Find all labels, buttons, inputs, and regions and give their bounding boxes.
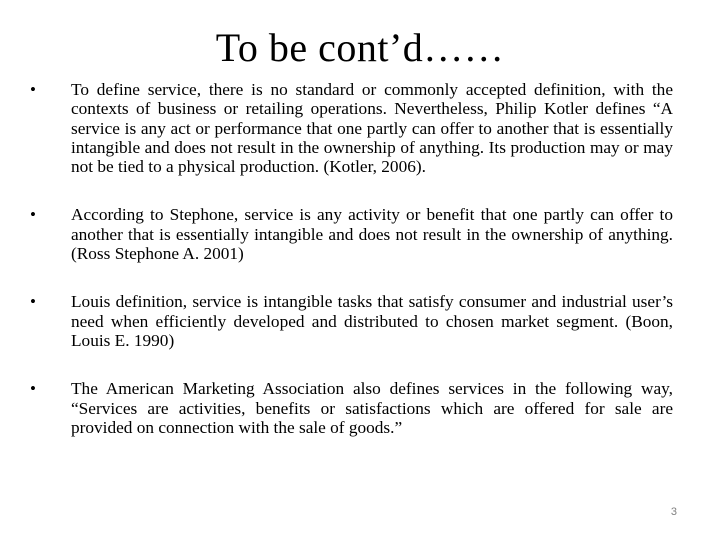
bullet-text: According to Stephone, service is any activity or benefit that one partly can offer to another that is essentially intangible and does not result in the ownership of anything. (Ross Stephone A. 2001)	[71, 205, 673, 264]
bullet-text: To define service, there is no standard or commonly accepted definition, with the contexts of business or retailing operations. Nevertheless, Philip Kotler defines “A service is any act or performance that one partly can offer to another that is essentially intangible and does not result in the ownership of anything. Its production may or may not be tied to a physical production. (Kotler, 2006).	[71, 80, 673, 177]
slide-title-text: To be cont’d……	[215, 25, 505, 70]
bullet-item	[30, 205, 673, 263]
bullet-item	[30, 292, 673, 350]
bullet-dot: •	[30, 205, 36, 225]
bullet-dot: •	[30, 379, 36, 399]
page-number: 3	[670, 506, 677, 518]
bullet-item	[30, 379, 673, 437]
bullet-dot: •	[30, 292, 36, 312]
bullet-text: Louis definition, service is intangible tasks that satisfy consumer and industrial user’s need when efficiently developed and distributed to chosen market segment. (Boon, Louis E. 1990)	[71, 292, 673, 350]
bullet-item	[30, 80, 673, 176]
bullet-dot: •	[30, 80, 36, 99]
bullet-text: The American Marketing Association also defines services in the following way, “Services are activities, benefits or satisfactions which are offered for sale are provided on connection with the sale of goods.”	[71, 379, 673, 437]
bullet-list	[30, 80, 673, 437]
slide-title	[0, 22, 720, 74]
